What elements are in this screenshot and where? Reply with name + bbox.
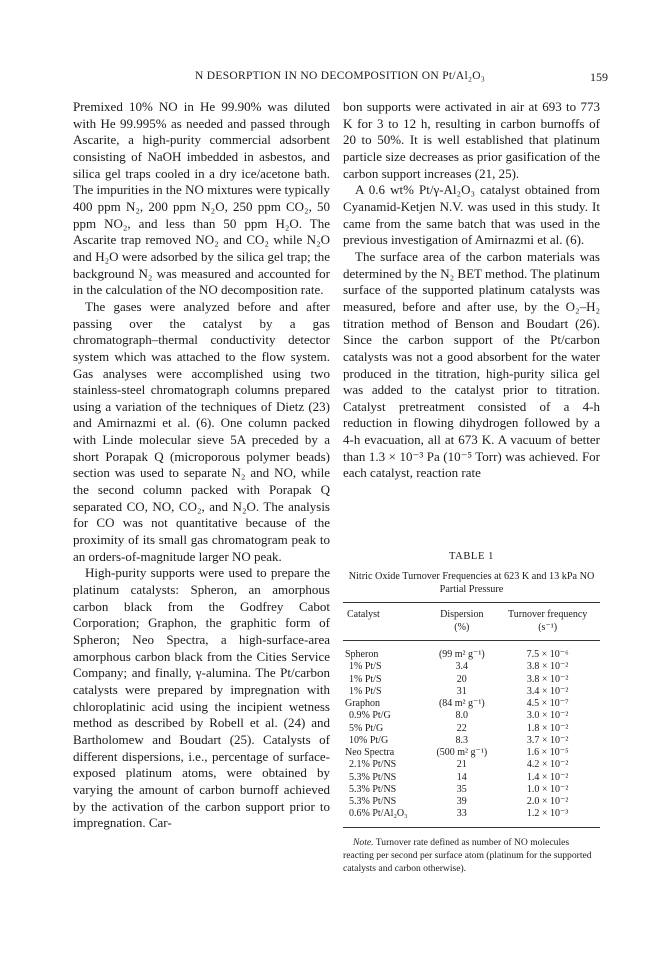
table-row (343, 674, 600, 686)
cell-turnover-frequency: 3.0 × 10⁻² (526, 710, 569, 722)
cell-catalyst: Graphon (345, 698, 380, 709)
left-column (73, 99, 330, 832)
cell-catalyst: 0.9% Pt/G (349, 710, 391, 722)
header-dispersion-unit: (%) (454, 621, 470, 633)
cell-catalyst: 2.1% Pt/NS (349, 759, 397, 771)
cell-turnover-frequency: 1.2 × 10⁻³ (526, 808, 569, 820)
cell-turnover-frequency: 1.6 × 10⁻⁵ (526, 747, 569, 758)
page-number: 159 (590, 70, 608, 84)
cell-dispersion: 31 (456, 685, 467, 697)
header-turnover-text: Turnover frequency (507, 609, 588, 620)
table-note (343, 836, 600, 875)
cell-dispersion: 8.0 (455, 710, 469, 722)
cell-dispersion: 22 (456, 722, 467, 734)
cell-catalyst: 5% Pt/G (349, 722, 384, 734)
table-row (343, 759, 600, 771)
table-row (343, 723, 600, 735)
cell-turnover-frequency: 2.0 × 10⁻² (526, 796, 569, 807)
right-column (343, 99, 600, 482)
cell-turnover-frequency: 3.7 × 10⁻² (526, 734, 569, 746)
note-text: Turnover rate defined as number of NO molecules reacting per second per surface atom (platinum for the supported catalysts and carbon otherwise). (343, 836, 592, 874)
cell-catalyst: 0.6% Pt/Al₂O₃ (349, 808, 408, 820)
cell-dispersion: (99 m² g⁻¹) (438, 649, 485, 660)
cell-turnover-frequency: 3.8 × 10⁻² (526, 661, 569, 673)
table-row (343, 686, 600, 698)
cell-dispersion: 33 (456, 808, 467, 820)
cell-dispersion: 39 (456, 796, 467, 807)
cell-dispersion: (500 m² g⁻¹) (436, 747, 488, 758)
table-row (343, 698, 600, 710)
table-row (343, 641, 600, 662)
paragraph: Premixed 10% NO in He 99.90% was diluted with He 99.995% as needed and passed through Ascarite, a high-purity commercial adsorbent consisting of NaOH imbedded in asbestos, and silica gel traps cooled in a dry ice/acetone bath. The impurities in the NO mixtures were typically 400 ppm N₂, 200 ppm N₂O, 250 ppm CO₂, 50 ppm NO₂, and less than 50 ppm H₂O. The Ascarite trap removed NO₂ and CO₂ while N₂O and H₂O were adsorbed by the silica gel trap; the background N₂ was measured and accounted for in the calculation of the NO decomposition rate. (73, 99, 330, 298)
cell-turnover-frequency: 7.5 × 10⁻⁶ (526, 649, 569, 660)
table-row (343, 796, 600, 808)
cell-turnover-frequency: 1.0 × 10⁻² (526, 783, 569, 795)
header-turnover (495, 603, 600, 641)
header-turnover-unit: (s⁻¹) (538, 621, 558, 633)
cell-dispersion: (84 m² g⁻¹) (438, 698, 485, 709)
cell-catalyst: 1% Pt/S (349, 661, 382, 673)
header-catalyst-text: Catalyst (347, 609, 380, 620)
cell-turnover-frequency: 1.4 × 10⁻² (526, 771, 569, 783)
turnover-table (343, 602, 600, 828)
cell-turnover-frequency: 3.4 × 10⁻² (526, 685, 569, 697)
cell-dispersion: 21 (456, 759, 467, 771)
table-row (343, 710, 600, 722)
cell-catalyst: Spheron (345, 649, 379, 660)
paragraph: bon supports were activated in air at 693 to 773 K for 3 to 12 h, resulting in carbon burnoffs of 20 to 50%. It is well established that platinum particle size decreases as prior gasification of the carbon support increases (21, 25). (343, 99, 600, 181)
table-row (343, 747, 600, 759)
page-header (0, 70, 672, 86)
cell-turnover-frequency: 4.5 × 10⁻⁷ (526, 698, 569, 709)
table-row (343, 772, 600, 784)
table-row (343, 735, 600, 747)
cell-dispersion: 35 (456, 783, 467, 795)
table-row (343, 808, 600, 827)
table-label: TABLE 1 (448, 551, 495, 562)
paragraph: High-purity supports were used to prepare the platinum catalysts: Spheron, an amorphous carbon black from the Godfrey Cabot Corporation; Graphon, the graphitic form of Spheron; Neo Spectra, a high-surface-area amorphous carbon black from the Cities Service Company; and finally, γ-alumina. The Pt/carbon catalysts were prepared by impregnation with chloroplatinic acid using the incipient wetness method as described by Robell et al. (24) and Bartholomew and Boudart (25). Catalysts of different dispersions, i.e., percentage of surface-exposed platinum atoms, were obtained by varying the amount of carbon burnoff achieved by the activation of the carbon support prior to impregnation. Car- (73, 565, 330, 831)
table-row (343, 784, 600, 796)
cell-catalyst: 1% Pt/S (349, 673, 382, 685)
cell-catalyst: 1% Pt/S (349, 685, 382, 697)
table-body (343, 641, 600, 828)
header-dispersion (428, 603, 495, 641)
cell-catalyst: 5.3% Pt/NS (349, 783, 397, 795)
paragraph: A 0.6 wt% Pt/γ-Al₂O₃ catalyst obtained from Cyanamid-Ketjen N.V. was used in this study. It came from the same batch that was used in the previous investigation of Amirnazmi et al. (6). (343, 182, 600, 248)
cell-turnover-frequency: 3.8 × 10⁻² (526, 673, 569, 685)
cell-catalyst: Neo Spectra (345, 747, 395, 758)
note-label: Note. (353, 836, 374, 848)
header-dispersion-text: Dispersion (440, 609, 484, 620)
cell-catalyst: 5.3% Pt/NS (349, 796, 397, 807)
cell-dispersion: 20 (456, 673, 467, 685)
cell-dispersion: 3.4 (455, 661, 469, 673)
table-block (343, 551, 600, 875)
header-catalyst (343, 603, 428, 641)
cell-catalyst: 10% Pt/G (349, 734, 389, 746)
table-title: Nitric Oxide Turnover Frequencies at 623 K and 13 kPa NO Partial Pressure (348, 571, 595, 595)
cell-turnover-frequency: 4.2 × 10⁻² (526, 759, 569, 771)
paragraph: The gases were analyzed before and after passing over the catalyst by a gas chromatograph–thermal conductivity detector system which was attached to the flow system. Gas analyses were accomplished using two stainless-steel chromatograph columns prepared using a variation of the techniques of Dietz (23) and Amirnazmi et al. (6). One column packed with Linde molecular sieve 5A preceded by a short Porapak Q (microporous polymer beads) section was used to separate N₂ and NO, while the second column packed with Porapak Q separated CO, NO, CO₂, and N₂O. The analysis for CO was not quantitative because of the proximity of its small gas chromatogram peak to an orders-of-magnitude larger NO peak. (73, 298, 330, 564)
cell-dispersion: 8.3 (455, 734, 469, 746)
table-row (343, 661, 600, 673)
paragraph: The surface area of the carbon materials was determined by the N₂ BET method. The platinum surface of the supported platinum catalysts was measured, before and after use, by the O₂–H₂ titration method of Benson and Boudart (26). Since the carbon support of the Pt/carbon catalysts was not a good absorbent for the water produced in the titration, high-purity silica gel was added to the catalyst prior to titration. Catalyst pretreatment consisted of a 4-h reduction in flowing dihydrogen followed by a 4-h evacuation, all at 673 K. A vacuum of better than 1.3 × 10⁻³ Pa (10⁻⁵ Torr) was achieved. For each catalyst, reaction rate (343, 248, 600, 481)
cell-dispersion: 14 (456, 771, 467, 783)
running-title: N DESORPTION IN NO DECOMPOSITION ON Pt/Al₂O₃ (195, 70, 486, 82)
table-header-row (343, 603, 600, 641)
cell-catalyst: 5.3% Pt/NS (349, 771, 397, 783)
cell-turnover-frequency: 1.8 × 10⁻² (526, 722, 569, 734)
